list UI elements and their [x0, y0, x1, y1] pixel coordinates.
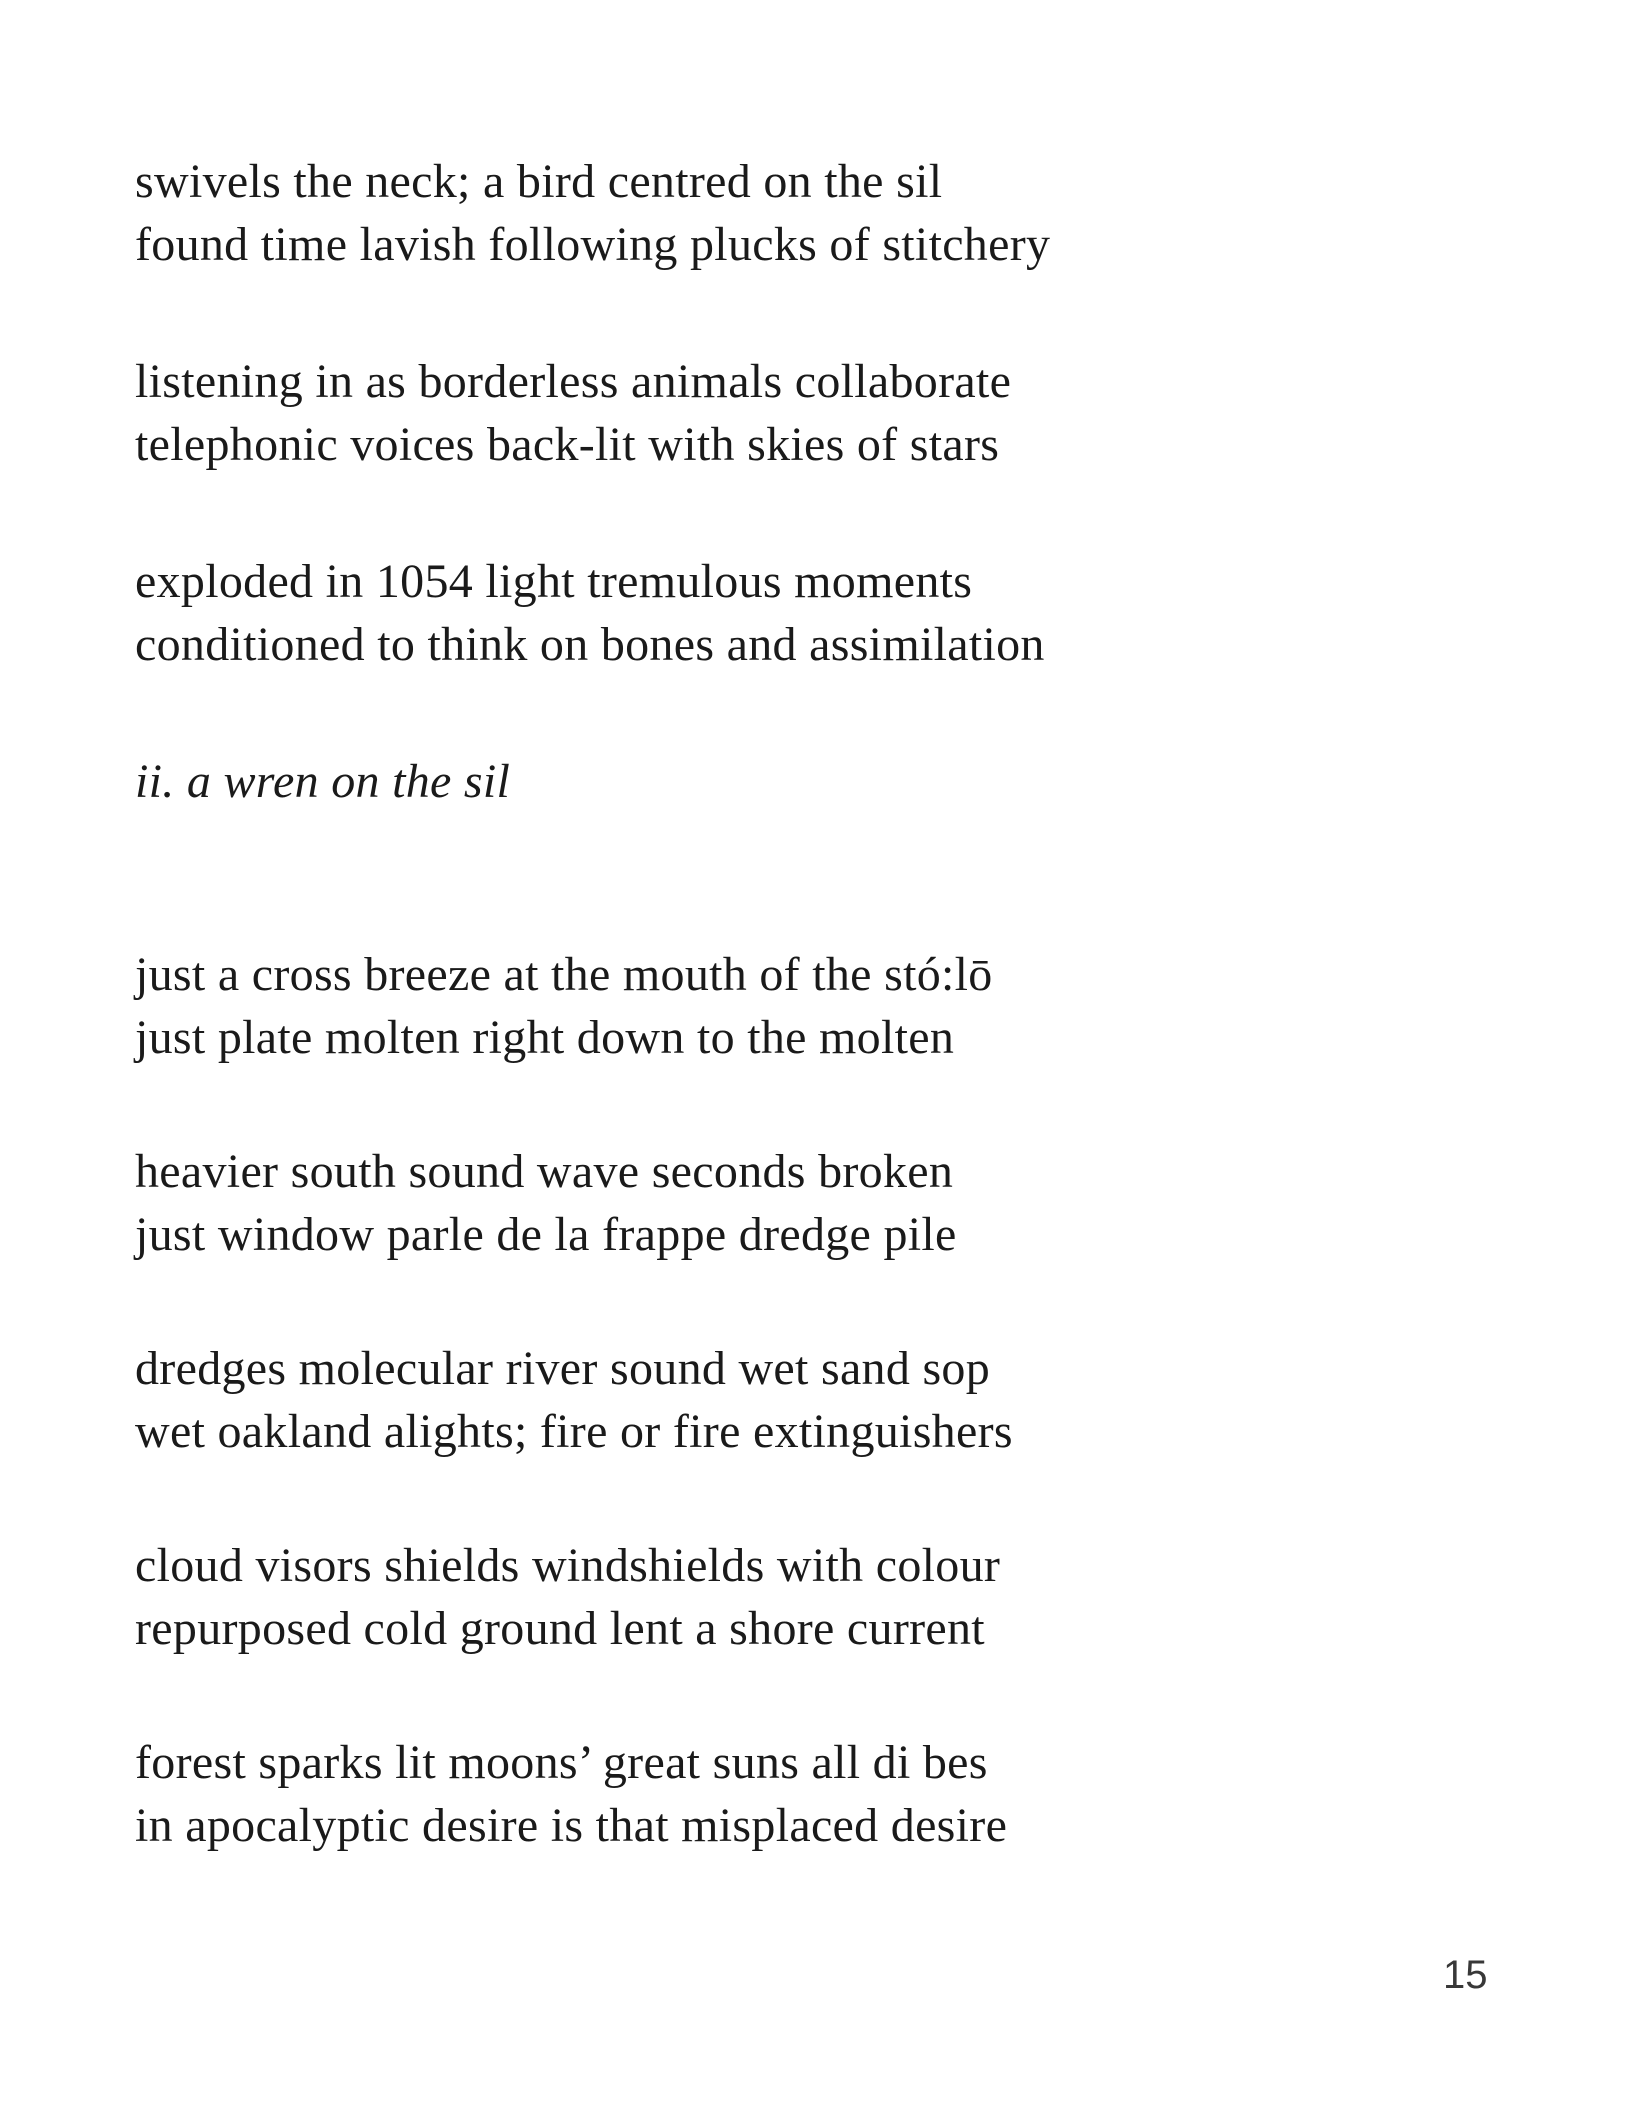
poem-line: heavier south sound wave seconds broken: [135, 1145, 954, 1198]
poem-line: in apocalyptic desire is that misplaced desire: [135, 1799, 1008, 1852]
page-number: 15: [1443, 1953, 1488, 1997]
poem-line: exploded in 1054 light tremulous moments: [135, 555, 973, 608]
poem-line: just a cross breeze at the mouth of the stó:lō: [135, 948, 993, 1001]
poem-line: just window parle de la frappe dredge pile: [135, 1208, 957, 1261]
poem-text-block: [135, 150, 1050, 1928]
stanza: [135, 350, 1050, 476]
poem-line: forest sparks lit moons’ great suns all di bes: [135, 1736, 988, 1789]
poem-line: just plate molten right down to the molten: [135, 1011, 955, 1064]
poem-line: wet oakland alights; fire or fire extinguishers: [135, 1405, 1013, 1458]
stanza: [135, 943, 1050, 1069]
poem-section-1: [135, 150, 1050, 676]
poem-line: listening in as borderless animals collaborate: [135, 355, 1012, 408]
stanza: [135, 550, 1050, 676]
stanza: [135, 150, 1050, 276]
poem-line: found time lavish following plucks of stitchery: [135, 218, 1051, 271]
poem-line: dredges molecular river sound wet sand sop: [135, 1342, 991, 1395]
poem-line: telephonic voices back-lit with skies of stars: [135, 418, 1000, 471]
poem-section-2: [135, 943, 1050, 1857]
stanza: [135, 1140, 1050, 1266]
poem-line: conditioned to think on bones and assimilation: [135, 618, 1045, 671]
poem-line: swivels the neck; a bird centred on the sil: [135, 155, 943, 208]
poem-line: repurposed cold ground lent a shore current: [135, 1602, 985, 1655]
poem-line: cloud visors shields windshields with colour: [135, 1539, 1001, 1592]
stanza: [135, 1337, 1050, 1463]
stanza: [135, 1534, 1050, 1660]
section-heading: ii. a wren on the sil: [135, 755, 511, 808]
stanza: [135, 1731, 1050, 1857]
